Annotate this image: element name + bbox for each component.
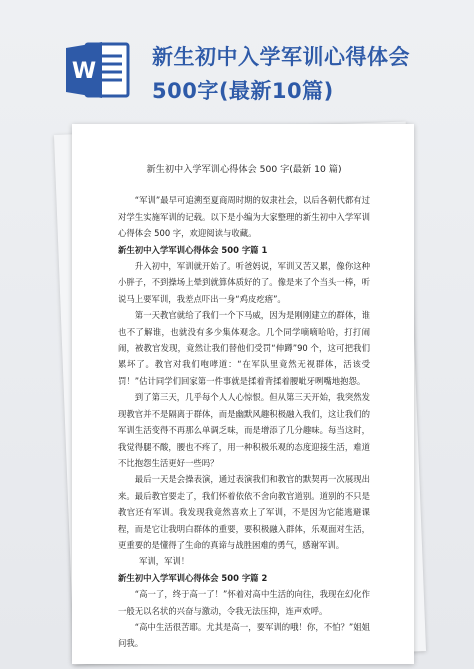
paragraph: “军训”最早可追溯至夏商周时期的奴隶社会，以后各朝代都有过对学生实施军训的记载。以下是小编为大家整理的新生初中入学军训心得体会 500 字，欢迎阅读与收藏。 bbox=[118, 195, 370, 239]
document-page bbox=[72, 124, 414, 664]
paragraph: “高一了，终于高一了！”怀着对高中生活的向往，我现在幻化作一般无以名状的兴奋与激动，令我无法压抑，连声欢呼。 bbox=[118, 589, 370, 616]
paragraph: 军训，军训！ bbox=[139, 556, 190, 567]
section-heading: 新生初中入学军训心得体会 500 字篇 2 bbox=[118, 572, 268, 583]
word-letter: W bbox=[71, 59, 97, 84]
paragraph: 最后一天是会操表演，通过表演我们和教官的默契再一次展现出来。最后教官要走了，我们怀着依依不舍向教官道别。道别的不只是教官还有军训。我发现我竟然喜欢上了军训，不是因为它能逃避课程，而是它让我明白群体的重要，要积极融入群体，乐观面对生活，更重要的是懂得了生命的真谛与战胜困难的勇气，感谢军训。 bbox=[118, 474, 370, 550]
paragraph: “高中生活很苦耶。尤其是高一，要军训的哦！你，不怕？”姐姐问我。 bbox=[118, 621, 370, 649]
word-document-icon bbox=[62, 34, 134, 106]
paragraph: 升入初中，军训就开始了。听爸妈说，军训又苦又累，像你这种小胖子，不到操场上晕到就算体质好的了。像是来了个当头一棒，听说马上要军训，我差点吓出一身“鸡皮疙瘩”。 bbox=[118, 261, 370, 304]
page-title: 新生初中入学军训心得体会500字(最新10篇) bbox=[152, 45, 410, 103]
section-heading: 新生初中入学军训心得体会 500 字篇 1 bbox=[118, 244, 268, 255]
paragraph: 到了第三天，几乎每个人人心惊恨。但从第三天开始，我突然发现教官并不是隔离于群体，而是幽默风趣积极融入我们，这让我们的军训生活变得不再那么单调乏味，而是增添了几分趣味。每当这时，我觉得腿不酸，腰也不疼了，用一种积极乐观的态度迎接生活，难道不比抱怨生活更好一些吗？ bbox=[118, 392, 370, 468]
paragraph: 第一天教官就给了我们一个下马威，因为是刚刚建立的群体，谁也不了解谁，也就没有多少集体观念。几个同学嘀嘀哈哈，打打闹闹，被教官发现，竟然让我们替他们受罚“伸蹲”90 个，这可把我们累坏了。教官对我们咆哮道：“在军队里竟然无视群体，活该受罚！”估计同学们回家第一件事就是揉着背揉着腰呲牙咧嘴地抱怨。 bbox=[118, 310, 370, 386]
document-body bbox=[118, 162, 370, 652]
document-content bbox=[118, 192, 370, 651]
document-title: 新生初中入学军训心得体会 500 字(最新 10 篇) bbox=[146, 164, 342, 175]
